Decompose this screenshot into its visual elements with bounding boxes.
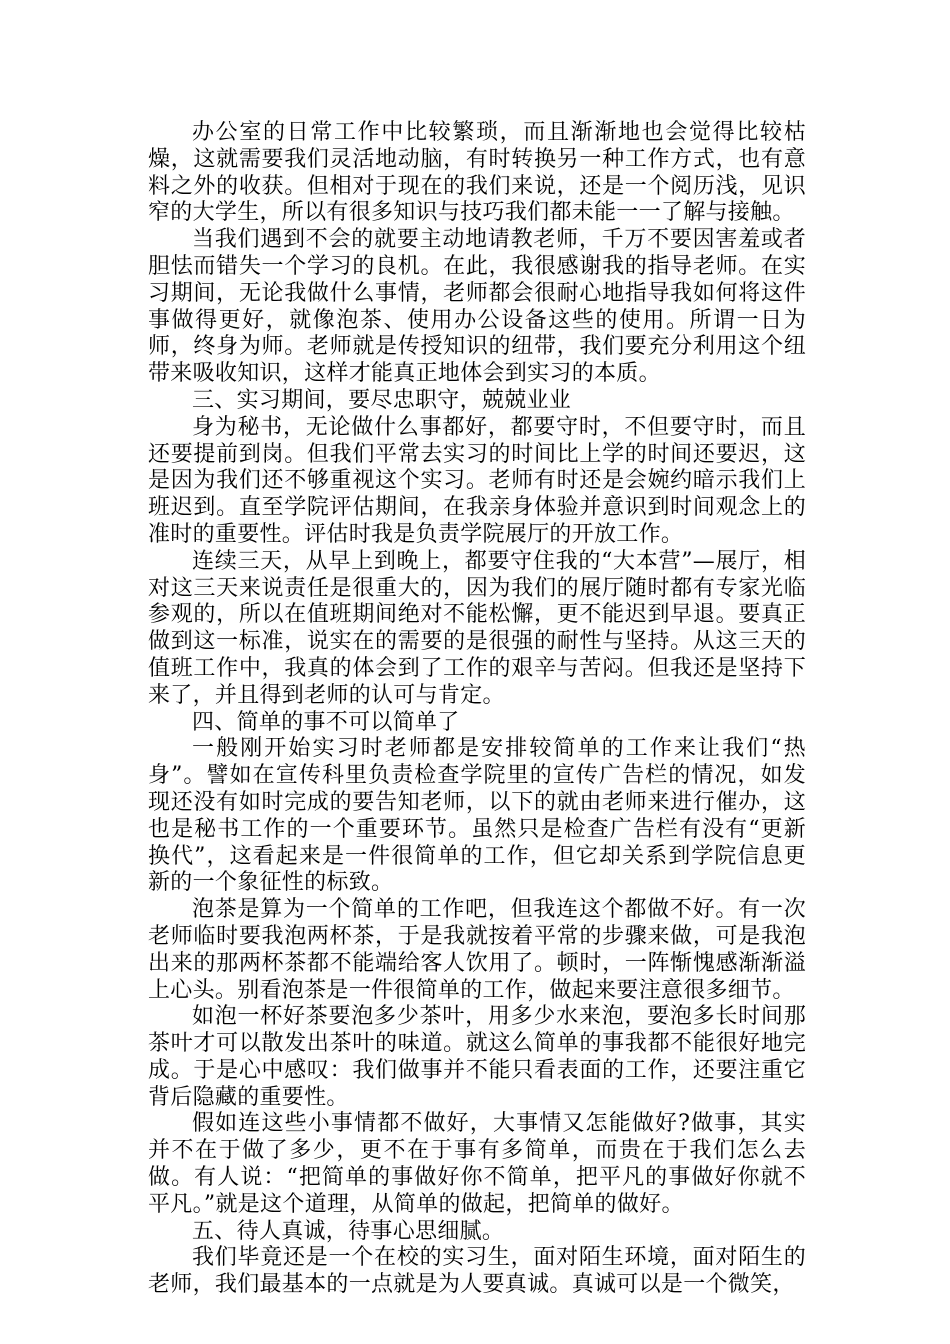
paragraph-tea-details: 如泡一杯好茶要泡多少茶叶，用多少水来泡，要泡多长时间那茶叶才可以散发出茶叶的味道。就这么简单的事我都不能很好地完成。于是心中感叹：我们做事并不能只看表面的工作，还要注重它背后隐藏的重要性。 [148, 1004, 806, 1110]
paragraph-office-work: 办公室的日常工作中比较繁琐，而且渐渐地也会觉得比较枯燥，这就需要我们灵活地动脑，有时转换另一种工作方式，也有意料之外的收获。但相对于现在的我们来说，还是一个阅历浅，见识窄的大学生，所以有很多知识与技巧我们都未能一一了解与接触。 [148, 120, 806, 226]
paragraph-simple-tasks: 一般刚开始实习时老师都是安排较简单的工作来让我们“热身”。譬如在宣传科里负责检查学院里的宣传广告栏的情况，如发现还没有如时完成的要告知老师，以下的就由老师来进行催办，这也是秘书工作的一个重要环节。虽然只是检查广告栏有没有“更新换代”，这看起来是一件很简单的工作，但它却关系到学院信息更新的一个象征性的标致。 [148, 736, 806, 896]
paragraph-making-tea: 泡茶是算为一个简单的工作吧，但我连这个都做不好。有一次老师临时要我泡两杯茶，于是我就按着平常的步骤来做，可是我泡出来的那两杯茶都不能端给客人饮用了。顿时，一阵惭愧感渐渐溢上心头。别看泡茶是一件很简单的工作，做起来要注意很多细节。 [148, 897, 806, 1003]
section-heading-4: 四、简单的事不可以简单了 [192, 709, 460, 735]
paragraph-ask-teacher: 当我们遇到不会的就要主动地请教老师，千万不要因害羞或者胆怯而错失一个学习的良机。在此，我很感谢我的指导老师。在实习期间，无论我做什么事情，老师都会很耐心地指导我如何将这件事做得更好，就像泡茶、使用办公设备这些的使用。所谓一日为师，终身为师。老师就是传授知识的纽带，我们要充分利用这个纽带来吸收知识，这样才能真正地体会到实习的本质。 [148, 227, 806, 387]
section-heading-5: 五、待人真诚，待事心思细腻。 [192, 1218, 505, 1244]
paragraph-exhibition-duty: 连续三天，从早上到晚上，都要守住我的“大本营”—展厅，相对这三天来说责任是很重大的，因为我们的展厅随时都有专家光临参观的，所以在值班期间绝对不能松懈，更不能迟到早退。要真正做到这一标准，说实在的需要的是很强的耐性与坚持。从这三天的值班工作中，我真的体会到了工作的艰辛与苦闷。但我还是坚持下来了，并且得到老师的认可与肯定。 [148, 548, 806, 708]
paragraph-sincerity: 我们毕竟还是一个在校的实习生，面对陌生环境，面对陌生的老师，我们最基本的一点就是为人要真诚。真诚可以是一个微笑， [148, 1245, 806, 1298]
paragraph-punctuality: 身为秘书，无论做什么事都好，都要守时，不但要守时，而且还要提前到岗。但我们平常去实习的时间比上学的时间还要迟，这是因为我们还不够重视这个实习。老师有时还是会婉约暗示我们上班迟到。直至学院评估期间，在我亲身体验并意识到时间观念上的准时的重要性。评估时我是负责学院展厅的开放工作。 [148, 414, 806, 547]
paragraph-small-things: 假如连这些小事情都不做好，大事情又怎能做好?做事，其实并不在于做了多少，更不在于事有多简单，而贵在于我们怎么去做。有人说：“把简单的事做好你不简单，把平凡的事做好你就不平凡。”就是这个道理，从简单的做起，把简单的做好。 [148, 1111, 806, 1217]
section-heading-3: 三、实习期间，要尽忠职守，兢兢业业 [192, 387, 572, 413]
document-page [148, 120, 806, 1299]
